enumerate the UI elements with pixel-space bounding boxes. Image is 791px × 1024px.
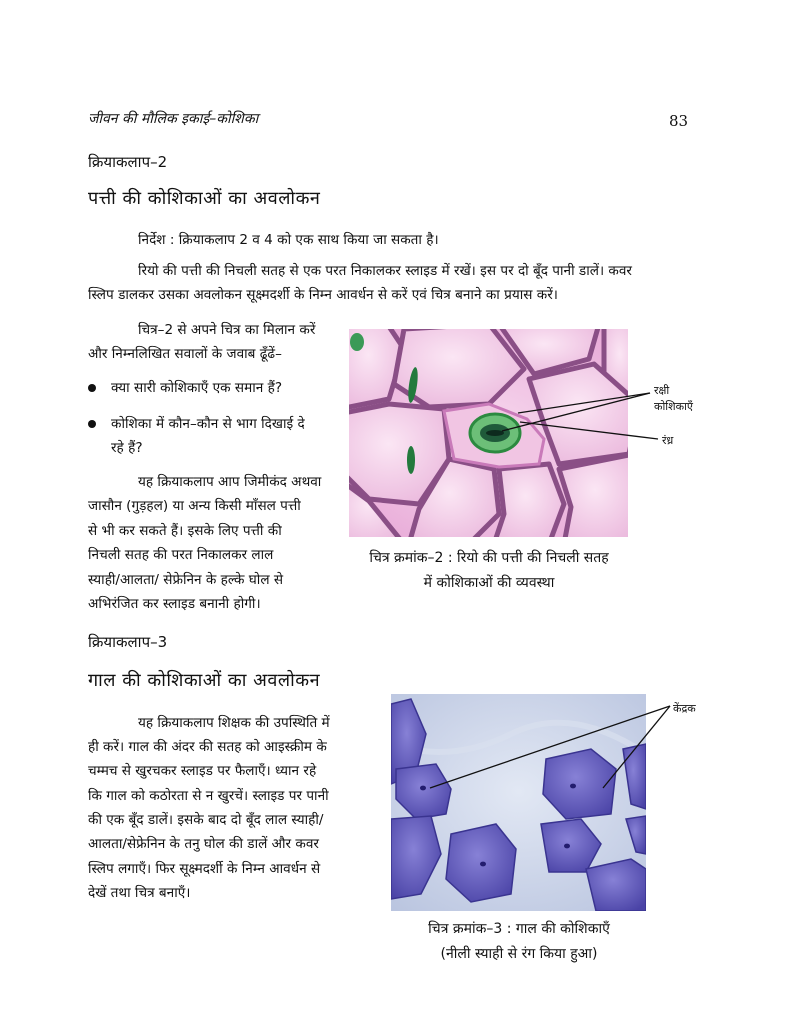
- guard-cells-label-2: कोशिकाएँ: [654, 400, 694, 413]
- bullet-text: कोशिका में कौन–कौन से भाग दिखाई दे: [111, 416, 305, 432]
- bullet-text: क्या सारी कोशिकाएँ एक समान हैं?: [111, 380, 283, 396]
- para2-line: स्याही/आलता/ सेफ्रेनिन के हल्के घोल से: [88, 572, 284, 588]
- running-header: जीवन की मौलिक इकाई–कोशिका: [88, 111, 259, 127]
- compare-line1: चित्र–2 से अपने चित्र का मिलान करें: [138, 322, 316, 338]
- para1-line1: रियो की पत्ती की निचली सतह से एक परत निकालकर स्लाइड में रखें। इस पर दो बूँद पानी डालें। कवर: [138, 263, 632, 279]
- nucleus-label: केंद्रक: [673, 702, 696, 715]
- bullet-dot: [88, 420, 96, 428]
- cheek-pointer-lines: [425, 700, 675, 810]
- cheek-para-line: देखें तथा चित्र बनाएँ।: [88, 885, 191, 901]
- cheek-para-line: की एक बूँद डालें। इसके बाद दो बूँद लाल स्याही/: [88, 812, 324, 828]
- cheek-para-line: कि गाल को कठोरता से न खुरचें। स्लाइड पर पानी: [88, 788, 329, 804]
- para2-line: निचली सतह की परत निकालकर लाल: [88, 547, 274, 563]
- cheek-para-line: आलता/सेफ्रेनिन के तनु घोल की डालें और कवर: [88, 836, 319, 852]
- activity-2-label: क्रियाकलाप–2: [88, 153, 168, 171]
- bullet-dot: [88, 384, 96, 392]
- bullet-text-continued: रहे हैं?: [111, 440, 143, 456]
- cheek-para-line: ही करें। गाल की अंदर की सतह को आइस्क्रीम के: [88, 739, 327, 755]
- activity-2-title: पत्ती की कोशिकाओं का अवलोकन: [88, 188, 321, 209]
- para2-line: यह क्रियाकलाप आप जिमीकंद अथवा: [138, 474, 322, 490]
- bullet-item: [88, 413, 348, 436]
- bullet-item: [88, 377, 348, 400]
- figure-3-caption-line1: चित्र क्रमांक–3 : गाल की कोशिकाएँ: [428, 921, 610, 937]
- para2-line: से भी कर सकते हैं। इसके लिए पत्ती की: [88, 523, 282, 539]
- cheek-para-line: चम्मच से खुरचकर स्लाइड पर फैलाएँ। ध्यान रहे: [88, 763, 317, 779]
- stoma-label: रंध्र: [662, 434, 674, 447]
- leaf-pointer-lines: [490, 385, 660, 445]
- cheek-para-line: स्लिप लगाएँ। फिर सूक्ष्मदर्शी के निम्न आवर्धन से: [88, 861, 321, 877]
- activity-3-label: क्रियाकलाप–3: [88, 633, 168, 651]
- para1-line2: स्लिप डालकर उसका अवलोकन सूक्ष्मदर्शी के निम्न आवर्धन से करें एवं चित्र बनाने का प्रयास करें।: [88, 287, 558, 303]
- figure-3-caption-line2: (नीली स्याही से रंग किया हुआ): [440, 946, 598, 962]
- activity-3-title: गाल की कोशिकाओं का अवलोकन: [88, 670, 321, 691]
- para2-line: जासौन (गुड़हल) या अन्य किसी माँसल पत्ती: [88, 498, 301, 514]
- guard-cells-label-1: रक्षी: [654, 384, 670, 397]
- page-number: 83: [669, 112, 689, 130]
- para2-line: अभिरंजित कर स्लाइड बनानी होगी।: [88, 596, 261, 612]
- instruction-text: निर्देश : क्रियाकलाप 2 व 4 को एक साथ किया जा सकता है।: [138, 232, 439, 248]
- compare-line2: और निम्नलिखित सवालों के जवाब ढूँढें–: [88, 346, 282, 362]
- cheek-para-line: यह क्रियाकलाप शिक्षक की उपस्थिति में: [138, 715, 330, 731]
- figure-2-caption-line1: चित्र क्रमांक–2 : रियो की पत्ती की निचली सतह: [369, 550, 609, 566]
- figure-2-caption-line2: में कोशिकाओं की व्यवस्था: [423, 575, 555, 591]
